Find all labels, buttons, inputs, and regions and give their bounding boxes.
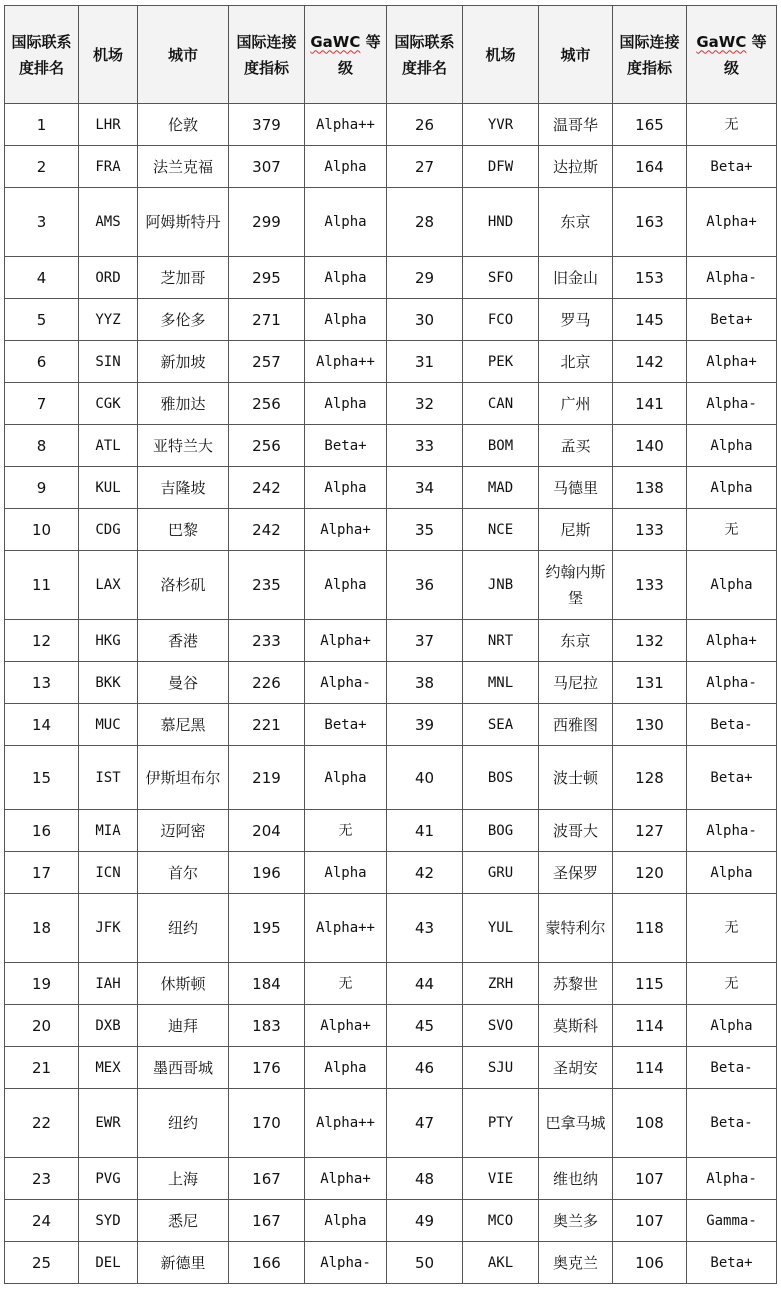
rank-cell: 43 [387, 894, 463, 963]
table-row [5, 104, 777, 146]
index-cell: 163 [613, 188, 687, 257]
header-rank-right: 国际联系度排名 [387, 6, 463, 104]
index-cell: 379 [229, 104, 305, 146]
city-cell: 亚特兰大 [138, 425, 229, 467]
table-row [5, 620, 777, 662]
table-row [5, 551, 777, 620]
rank-cell: 11 [5, 551, 79, 620]
city-cell: 奥兰多 [539, 1200, 613, 1242]
gawc-grade-cell: Alpha- [687, 662, 777, 704]
header-index-left: 国际连接度指标 [229, 6, 305, 104]
table-row [5, 1242, 777, 1284]
city-cell: 雅加达 [138, 383, 229, 425]
gawc-grade-cell: 无 [687, 963, 777, 1005]
airport-code-cell: KUL [79, 467, 138, 509]
gawc-grade-cell: Alpha [305, 746, 387, 810]
gawc-grade-cell: Alpha [305, 146, 387, 188]
gawc-grade-cell: 无 [305, 963, 387, 1005]
table-row [5, 188, 777, 257]
header-gawc-right [687, 6, 777, 104]
index-cell: 130 [613, 704, 687, 746]
rank-cell: 28 [387, 188, 463, 257]
airport-code-cell: DFW [463, 146, 539, 188]
rank-cell: 1 [5, 104, 79, 146]
gawc-grade-cell: Alpha- [687, 257, 777, 299]
rank-cell: 16 [5, 810, 79, 852]
index-cell: 166 [229, 1242, 305, 1284]
gawc-label: GaWC [696, 32, 747, 51]
index-cell: 226 [229, 662, 305, 704]
index-cell: 257 [229, 341, 305, 383]
rank-cell: 26 [387, 104, 463, 146]
airport-code-cell: IST [79, 746, 138, 810]
rank-cell: 25 [5, 1242, 79, 1284]
city-cell: 马德里 [539, 467, 613, 509]
gawc-grade-cell: Alpha [305, 467, 387, 509]
city-cell: 迪拜 [138, 1005, 229, 1047]
index-cell: 221 [229, 704, 305, 746]
index-cell: 114 [613, 1005, 687, 1047]
index-cell: 184 [229, 963, 305, 1005]
gawc-grade-cell: Alpha [687, 467, 777, 509]
index-cell: 142 [613, 341, 687, 383]
city-cell: 纽约 [138, 894, 229, 963]
city-cell: 蒙特利尔 [539, 894, 613, 963]
airport-code-cell: NRT [463, 620, 539, 662]
airport-code-cell: PEK [463, 341, 539, 383]
gawc-grade-cell: Alpha [305, 1047, 387, 1089]
gawc-grade-cell: Alpha [687, 852, 777, 894]
gawc-grade-cell: Alpha- [687, 810, 777, 852]
rank-cell: 44 [387, 963, 463, 1005]
index-cell: 133 [613, 551, 687, 620]
rank-cell: 14 [5, 704, 79, 746]
rank-cell: 23 [5, 1158, 79, 1200]
gawc-grade-cell: Beta+ [687, 746, 777, 810]
city-cell: 阿姆斯特丹 [138, 188, 229, 257]
city-cell: 首尔 [138, 852, 229, 894]
rank-cell: 29 [387, 257, 463, 299]
gawc-grade-cell: Alpha+ [305, 1005, 387, 1047]
table-row [5, 1005, 777, 1047]
gawc-grade-cell: Beta+ [305, 704, 387, 746]
airport-code-cell: BOG [463, 810, 539, 852]
rank-cell: 12 [5, 620, 79, 662]
table-row [5, 146, 777, 188]
rank-cell: 31 [387, 341, 463, 383]
rank-cell: 9 [5, 467, 79, 509]
rank-cell: 35 [387, 509, 463, 551]
header-city-left: 城市 [138, 6, 229, 104]
index-cell: 196 [229, 852, 305, 894]
table-row [5, 1200, 777, 1242]
table-row [5, 341, 777, 383]
airport-code-cell: MAD [463, 467, 539, 509]
city-cell: 莫斯科 [539, 1005, 613, 1047]
rank-cell: 7 [5, 383, 79, 425]
city-cell: 伊斯坦布尔 [138, 746, 229, 810]
index-cell: 233 [229, 620, 305, 662]
gawc-grade-cell: 无 [687, 104, 777, 146]
city-cell: 新加坡 [138, 341, 229, 383]
rank-cell: 41 [387, 810, 463, 852]
city-cell: 纽约 [138, 1089, 229, 1158]
header-rank-left: 国际联系度排名 [5, 6, 79, 104]
airport-code-cell: SVO [463, 1005, 539, 1047]
gawc-grade-cell: Alpha+ [687, 341, 777, 383]
table-row [5, 662, 777, 704]
table-row [5, 704, 777, 746]
index-cell: 307 [229, 146, 305, 188]
city-cell: 罗马 [539, 299, 613, 341]
airport-code-cell: MEX [79, 1047, 138, 1089]
city-cell: 温哥华 [539, 104, 613, 146]
index-cell: 256 [229, 383, 305, 425]
table-row [5, 299, 777, 341]
airport-code-cell: BKK [79, 662, 138, 704]
gawc-grade-cell: Alpha [305, 1200, 387, 1242]
rank-cell: 42 [387, 852, 463, 894]
header-airport-right: 机场 [463, 6, 539, 104]
rank-cell: 34 [387, 467, 463, 509]
city-cell: 洛杉矶 [138, 551, 229, 620]
index-cell: 153 [613, 257, 687, 299]
table-row [5, 1089, 777, 1158]
gawc-grade-cell: Alpha+ [305, 1158, 387, 1200]
index-cell: 131 [613, 662, 687, 704]
rank-cell: 19 [5, 963, 79, 1005]
gawc-grade-cell: Alpha- [305, 1242, 387, 1284]
table-row [5, 257, 777, 299]
city-cell: 曼谷 [138, 662, 229, 704]
airport-code-cell: YVR [463, 104, 539, 146]
index-cell: 145 [613, 299, 687, 341]
index-cell: 106 [613, 1242, 687, 1284]
city-cell: 旧金山 [539, 257, 613, 299]
table-row [5, 1158, 777, 1200]
airport-code-cell: LHR [79, 104, 138, 146]
rank-cell: 4 [5, 257, 79, 299]
city-cell: 西雅图 [539, 704, 613, 746]
index-cell: 295 [229, 257, 305, 299]
rank-cell: 48 [387, 1158, 463, 1200]
airport-code-cell: DEL [79, 1242, 138, 1284]
gawc-grade-cell: Alpha+ [687, 188, 777, 257]
city-cell: 波士顿 [539, 746, 613, 810]
airport-code-cell: YYZ [79, 299, 138, 341]
city-cell: 圣胡安 [539, 1047, 613, 1089]
header-row [5, 6, 777, 104]
airport-code-cell: CDG [79, 509, 138, 551]
index-cell: 132 [613, 620, 687, 662]
city-cell: 慕尼黑 [138, 704, 229, 746]
gawc-grade-cell: 无 [687, 894, 777, 963]
rank-cell: 5 [5, 299, 79, 341]
index-cell: 256 [229, 425, 305, 467]
city-cell: 波哥大 [539, 810, 613, 852]
city-cell: 法兰克福 [138, 146, 229, 188]
city-cell: 多伦多 [138, 299, 229, 341]
index-cell: 242 [229, 467, 305, 509]
gawc-grade-cell: Gamma- [687, 1200, 777, 1242]
rank-cell: 37 [387, 620, 463, 662]
gawc-grade-cell: Alpha [687, 425, 777, 467]
table-row [5, 810, 777, 852]
city-cell: 伦敦 [138, 104, 229, 146]
city-cell: 达拉斯 [539, 146, 613, 188]
gawc-grade-cell: Beta- [687, 704, 777, 746]
index-cell: 140 [613, 425, 687, 467]
index-cell: 167 [229, 1200, 305, 1242]
gawc-grade-cell: Beta+ [687, 299, 777, 341]
airport-code-cell: BOM [463, 425, 539, 467]
index-cell: 114 [613, 1047, 687, 1089]
table-row [5, 509, 777, 551]
index-cell: 115 [613, 963, 687, 1005]
table-row [5, 467, 777, 509]
index-cell: 235 [229, 551, 305, 620]
rank-cell: 22 [5, 1089, 79, 1158]
airport-code-cell: MCO [463, 1200, 539, 1242]
gawc-grade-cell: 无 [687, 509, 777, 551]
airport-code-cell: CAN [463, 383, 539, 425]
gawc-grade-cell: Alpha [305, 383, 387, 425]
table-row [5, 383, 777, 425]
airport-code-cell: VIE [463, 1158, 539, 1200]
gawc-grade-cell: Alpha [305, 852, 387, 894]
airport-code-cell: ICN [79, 852, 138, 894]
airport-code-cell: LAX [79, 551, 138, 620]
rank-cell: 3 [5, 188, 79, 257]
gawc-grade-cell: Alpha- [687, 383, 777, 425]
rank-cell: 21 [5, 1047, 79, 1089]
airport-code-cell: SEA [463, 704, 539, 746]
gawc-grade-cell: Beta- [687, 1089, 777, 1158]
gawc-label: GaWC [310, 32, 361, 51]
rank-cell: 32 [387, 383, 463, 425]
gawc-grade-cell: Alpha- [305, 662, 387, 704]
city-cell: 墨西哥城 [138, 1047, 229, 1089]
airport-code-cell: DXB [79, 1005, 138, 1047]
airport-code-cell: FCO [463, 299, 539, 341]
city-cell: 巴拿马城 [539, 1089, 613, 1158]
airport-code-cell: HND [463, 188, 539, 257]
gawc-grade-cell: Alpha [687, 551, 777, 620]
index-cell: 128 [613, 746, 687, 810]
index-cell: 118 [613, 894, 687, 963]
city-cell: 新德里 [138, 1242, 229, 1284]
airport-code-cell: SIN [79, 341, 138, 383]
rank-cell: 27 [387, 146, 463, 188]
airport-code-cell: SFO [463, 257, 539, 299]
index-cell: 183 [229, 1005, 305, 1047]
city-cell: 圣保罗 [539, 852, 613, 894]
rank-cell: 6 [5, 341, 79, 383]
index-cell: 164 [613, 146, 687, 188]
gawc-suffix: 等级 [337, 32, 381, 77]
index-cell: 176 [229, 1047, 305, 1089]
airport-code-cell: NCE [463, 509, 539, 551]
rank-cell: 50 [387, 1242, 463, 1284]
table-row [5, 963, 777, 1005]
airport-code-cell: MUC [79, 704, 138, 746]
table-row [5, 894, 777, 963]
index-cell: 120 [613, 852, 687, 894]
airport-code-cell: CGK [79, 383, 138, 425]
city-cell: 广州 [539, 383, 613, 425]
city-cell: 东京 [539, 188, 613, 257]
index-cell: 107 [613, 1158, 687, 1200]
rank-cell: 49 [387, 1200, 463, 1242]
gawc-grade-cell: 无 [305, 810, 387, 852]
table-row [5, 746, 777, 810]
airport-code-cell: HKG [79, 620, 138, 662]
city-cell: 香港 [138, 620, 229, 662]
rank-cell: 38 [387, 662, 463, 704]
gawc-grade-cell: Alpha+ [305, 509, 387, 551]
airport-code-cell: SJU [463, 1047, 539, 1089]
header-gawc-left [305, 6, 387, 104]
rank-cell: 17 [5, 852, 79, 894]
city-cell: 北京 [539, 341, 613, 383]
table-body [5, 104, 777, 1284]
gawc-grade-cell: Alpha++ [305, 341, 387, 383]
index-cell: 271 [229, 299, 305, 341]
rank-cell: 45 [387, 1005, 463, 1047]
city-cell: 休斯顿 [138, 963, 229, 1005]
airport-code-cell: BOS [463, 746, 539, 810]
city-cell: 孟买 [539, 425, 613, 467]
city-cell: 维也纳 [539, 1158, 613, 1200]
airport-code-cell: ZRH [463, 963, 539, 1005]
rank-cell: 33 [387, 425, 463, 467]
rank-cell: 36 [387, 551, 463, 620]
rank-cell: 39 [387, 704, 463, 746]
rank-cell: 2 [5, 146, 79, 188]
header-city-right: 城市 [539, 6, 613, 104]
rank-cell: 30 [387, 299, 463, 341]
gawc-grade-cell: Alpha++ [305, 104, 387, 146]
index-cell: 299 [229, 188, 305, 257]
city-cell: 悉尼 [138, 1200, 229, 1242]
index-cell: 108 [613, 1089, 687, 1158]
airport-code-cell: YUL [463, 894, 539, 963]
table-row [5, 1047, 777, 1089]
city-cell: 奥克兰 [539, 1242, 613, 1284]
city-cell: 尼斯 [539, 509, 613, 551]
airport-code-cell: ORD [79, 257, 138, 299]
gawc-grade-cell: Alpha [305, 551, 387, 620]
city-cell: 吉隆坡 [138, 467, 229, 509]
rank-cell: 20 [5, 1005, 79, 1047]
index-cell: 165 [613, 104, 687, 146]
index-cell: 204 [229, 810, 305, 852]
airport-code-cell: EWR [79, 1089, 138, 1158]
airport-code-cell: SYD [79, 1200, 138, 1242]
rank-cell: 40 [387, 746, 463, 810]
airport-code-cell: AMS [79, 188, 138, 257]
table-row [5, 425, 777, 467]
airport-code-cell: GRU [463, 852, 539, 894]
gawc-grade-cell: Alpha++ [305, 1089, 387, 1158]
rank-cell: 47 [387, 1089, 463, 1158]
airport-code-cell: IAH [79, 963, 138, 1005]
airport-code-cell: JFK [79, 894, 138, 963]
gawc-grade-cell: Alpha [687, 1005, 777, 1047]
gawc-grade-cell: Beta+ [687, 1242, 777, 1284]
index-cell: 138 [613, 467, 687, 509]
table-row [5, 852, 777, 894]
rank-cell: 24 [5, 1200, 79, 1242]
gawc-suffix: 等级 [723, 32, 767, 77]
airport-code-cell: JNB [463, 551, 539, 620]
index-cell: 170 [229, 1089, 305, 1158]
airport-code-cell: ATL [79, 425, 138, 467]
airport-ranking-table [4, 5, 777, 1284]
header-airport-left: 机场 [79, 6, 138, 104]
gawc-grade-cell: Alpha++ [305, 894, 387, 963]
city-cell: 东京 [539, 620, 613, 662]
gawc-grade-cell: Alpha [305, 188, 387, 257]
gawc-grade-cell: Alpha [305, 257, 387, 299]
city-cell: 芝加哥 [138, 257, 229, 299]
city-cell: 苏黎世 [539, 963, 613, 1005]
index-cell: 195 [229, 894, 305, 963]
index-cell: 242 [229, 509, 305, 551]
gawc-grade-cell: Beta- [687, 1047, 777, 1089]
airport-code-cell: FRA [79, 146, 138, 188]
city-cell: 迈阿密 [138, 810, 229, 852]
rank-cell: 46 [387, 1047, 463, 1089]
rank-cell: 13 [5, 662, 79, 704]
rank-cell: 18 [5, 894, 79, 963]
index-cell: 107 [613, 1200, 687, 1242]
gawc-grade-cell: Beta+ [305, 425, 387, 467]
index-cell: 167 [229, 1158, 305, 1200]
gawc-grade-cell: Alpha [305, 299, 387, 341]
gawc-grade-cell: Beta+ [687, 146, 777, 188]
airport-code-cell: MNL [463, 662, 539, 704]
city-cell: 上海 [138, 1158, 229, 1200]
city-cell: 马尼拉 [539, 662, 613, 704]
airport-code-cell: AKL [463, 1242, 539, 1284]
index-cell: 133 [613, 509, 687, 551]
index-cell: 141 [613, 383, 687, 425]
city-cell: 巴黎 [138, 509, 229, 551]
city-cell: 约翰内斯堡 [539, 551, 613, 620]
header-index-right: 国际连接度指标 [613, 6, 687, 104]
gawc-grade-cell: Alpha+ [305, 620, 387, 662]
gawc-grade-cell: Alpha+ [687, 620, 777, 662]
airport-code-cell: PVG [79, 1158, 138, 1200]
rank-cell: 15 [5, 746, 79, 810]
airport-code-cell: MIA [79, 810, 138, 852]
rank-cell: 10 [5, 509, 79, 551]
index-cell: 127 [613, 810, 687, 852]
rank-cell: 8 [5, 425, 79, 467]
gawc-grade-cell: Alpha- [687, 1158, 777, 1200]
airport-code-cell: PTY [463, 1089, 539, 1158]
index-cell: 219 [229, 746, 305, 810]
